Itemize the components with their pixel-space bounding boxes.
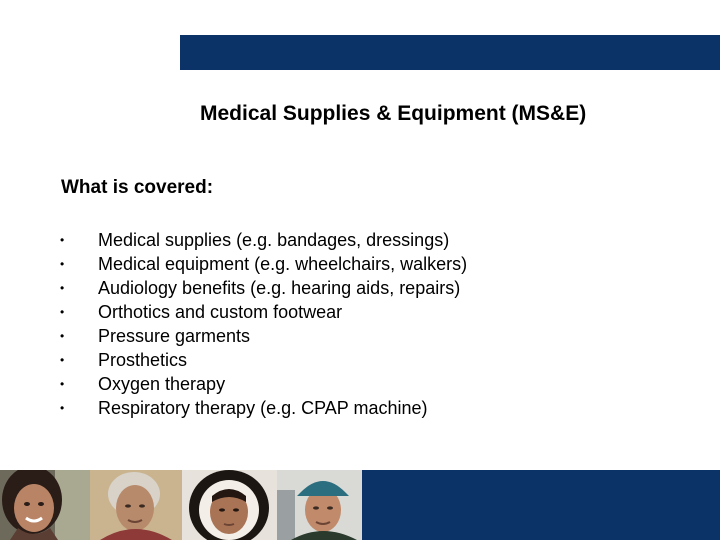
list-item — [60, 228, 700, 252]
bullet-dot: • — [60, 233, 65, 247]
list-item-text: Prosthetics — [98, 350, 188, 370]
list-item — [60, 396, 700, 420]
subheading: What is covered: — [61, 177, 214, 198]
list-item — [60, 276, 700, 300]
worker-hardhat-portrait-photo — [277, 470, 362, 540]
woman-portrait-photo — [0, 470, 90, 540]
list-item-text: Orthotics and custom footwear — [98, 302, 343, 322]
elder-portrait-photo — [90, 470, 182, 540]
list-item-text: Medical supplies (e.g. bandages, dressings) — [98, 230, 450, 250]
photo-strip — [0, 470, 720, 540]
slide-title: Medical Supplies & Equipment (MS&E) — [200, 102, 587, 125]
child-parka-portrait-photo — [182, 470, 277, 540]
bullet-dot: • — [60, 281, 65, 295]
top-banner — [180, 35, 720, 70]
list-item — [60, 252, 700, 276]
bullet-dot: • — [60, 353, 65, 367]
bullet-dot: • — [60, 329, 65, 343]
list-item — [60, 348, 700, 372]
list-item — [60, 372, 700, 396]
list-item-text: Audiology benefits (e.g. hearing aids, repairs) — [98, 278, 461, 298]
list-item — [60, 300, 700, 324]
bullet-dot: • — [60, 401, 65, 415]
bullet-dot: • — [60, 257, 65, 271]
list-item-text: Oxygen therapy — [98, 374, 226, 394]
list-item-text: Medical equipment (e.g. wheelchairs, walkers) — [98, 254, 468, 274]
bullet-list — [60, 228, 700, 420]
list-item — [60, 324, 700, 348]
bullet-dot: • — [60, 305, 65, 319]
list-item-text: Respiratory therapy (e.g. CPAP machine) — [98, 398, 428, 418]
list-item-text: Pressure garments — [98, 326, 251, 346]
bullet-dot: • — [60, 377, 65, 391]
